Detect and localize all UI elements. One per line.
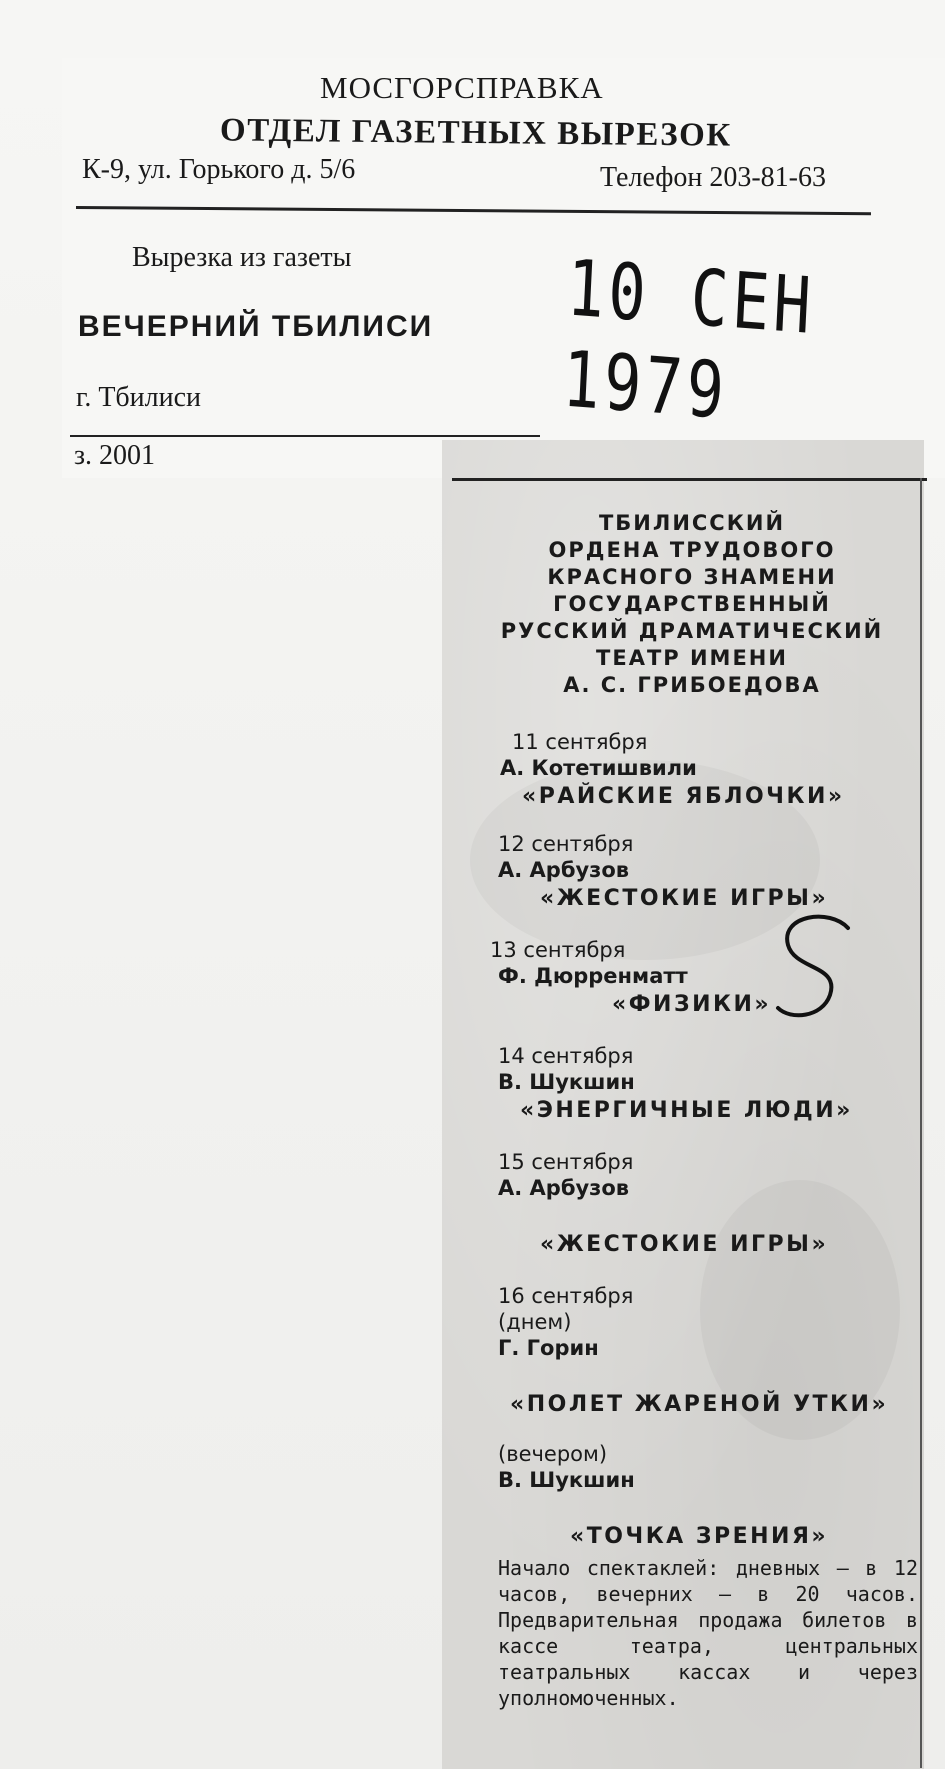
agency-name: МОСГОРСПРАВКА — [320, 70, 604, 105]
theatre-name: ТБИЛИССКИЙ ОРДЕНА ТРУДОВОГО КРАСНОГО ЗНАМЕНИ ГОСУДАРСТВЕННЫЙ РУССКИЙ ДРАМАТИЧЕСКИЙ ТЕАТР ИМЕНИ А. С. ГРИБОЕДОВА — [500, 511, 884, 697]
author-line: В. Шукшин — [498, 1468, 635, 1492]
performance-info: Начало спектаклей: дневных — в 12 часов, вечерних — в 20 часов. Предварительная продажа билетов в кассе театра, центральных театральных кассах и через уполномоченных. — [498, 1556, 918, 1710]
date-line: 14 сентября — [498, 1044, 634, 1068]
time-note: (вечером) — [498, 1442, 608, 1466]
play-title: «ЖЕСТОКИЕ ИГРЫ» — [540, 1232, 829, 1257]
play-title: «ТОЧКА ЗРЕНИЯ» — [570, 1524, 829, 1549]
phone: Телефон 203-81-63 — [600, 162, 826, 193]
clipping-label: Вырезка из газеты — [132, 242, 352, 273]
author-line: А. Арбузов — [498, 1176, 630, 1200]
author-line: Г. Горин — [498, 1336, 599, 1360]
play-title: «РАЙСКИЕ ЯБЛОЧКИ» — [522, 784, 845, 809]
play-title: «ЖЕСТОКИЕ ИГРЫ» — [540, 886, 829, 911]
date-line: 16 сентября — [498, 1284, 634, 1308]
author-line: Ф. Дюрренматт — [498, 964, 688, 988]
play-title: «ПОЛЕТ ЖАРЕНОЙ УТКИ» — [510, 1392, 889, 1417]
clipping-top-rule — [452, 478, 927, 481]
newspaper-name: ВЕЧЕРНИЙ ТБИЛИСИ — [78, 310, 434, 343]
handwritten-mark — [760, 910, 860, 1025]
department-name: ОТДЕЛ ГАЗЕТНЫХ ВЫРЕЗОК — [219, 112, 732, 154]
date-line: 15 сентября — [498, 1150, 634, 1174]
date-line: 12 сентября — [498, 832, 634, 856]
address: К-9, ул. Горького д. 5/6 — [82, 154, 356, 185]
time-note: (днем) — [498, 1310, 572, 1334]
date-line: 13 сентября — [490, 938, 626, 962]
author-line: А. Котетишвили — [500, 756, 697, 780]
order-number: з. 2001 — [74, 440, 156, 471]
play-title: «ФИЗИКИ» — [612, 992, 772, 1017]
play-title: «ЭНЕРГИЧНЫЕ ЛЮДИ» — [520, 1098, 853, 1123]
author-line: В. Шукшин — [498, 1070, 635, 1094]
author-line: А. Арбузов — [498, 858, 630, 882]
date-line: 11 сентября — [512, 730, 648, 754]
city: г. Тбилиси — [76, 382, 202, 413]
date-stamp: 10 СЕН 1979 — [560, 241, 817, 437]
city-rule — [70, 435, 540, 437]
